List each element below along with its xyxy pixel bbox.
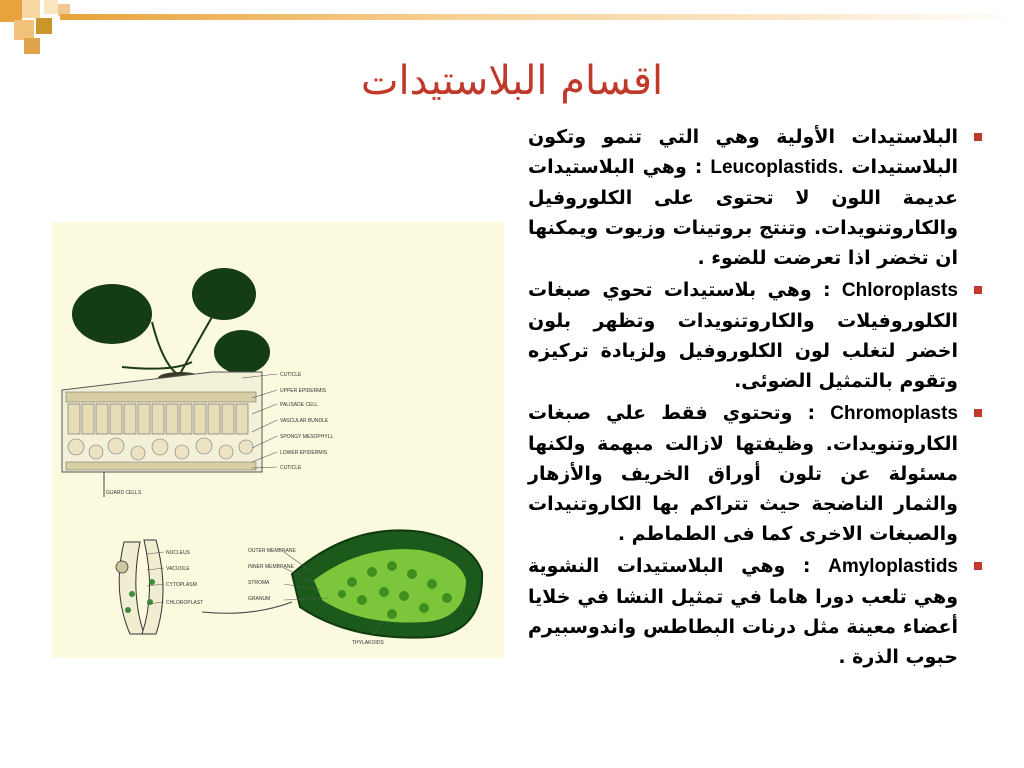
bullet-text: : وهي البلاستيدات النشوية وهي تلعب دورا هاما في تمثيل النشا في خلايا أعضاء معينة مثل درنات البطاطس واندوسبيرم حبوب الذرة .: [528, 555, 958, 668]
bullet-item-chromoplasts: [528, 398, 994, 549]
figure-label: CUTICLE: [280, 465, 302, 471]
corner-decoration-square: [24, 38, 40, 54]
bullet-item-leucoplastids: [528, 122, 994, 273]
bullet-square-icon: [974, 286, 982, 294]
bullet-text-panel: [528, 122, 994, 674]
figure-label: NUCLEUS: [166, 550, 190, 556]
bullet-term: Chloroplasts: [841, 280, 958, 301]
figure-label: LOWER EPIDERMIS: [280, 450, 328, 456]
leaf-cross-section-drawing: [62, 372, 262, 497]
figure-label: CHLOROPLAST: [166, 600, 204, 606]
bullet-item-chloroplasts: [528, 275, 994, 396]
bullet-square-icon: [974, 562, 982, 570]
bullet-square-icon: [974, 133, 982, 141]
figure-label: SPONGY MESOPHYLL: [280, 434, 334, 440]
figure-label: VACUOLE: [166, 566, 190, 572]
figure-label: INNER MEMBRANE: [248, 564, 294, 570]
plant-leaf-chloroplast-illustration: [52, 222, 504, 658]
bullet-text: : وتحتوي فقط علي صبغات الكاروتنويدات. وظيفتها لازالت مبهمة ولكنها مسئولة عن تلون أوراق الخريف والأزهار والثمار الناضجة حيث تتراكم بها الكاروتنيدات والصبغات الاخرى كما فى الطماطم .: [528, 402, 958, 545]
guard-cell-drawing: [116, 540, 163, 634]
figure-label: VASCULAR BUNDLE: [280, 418, 329, 424]
bullet-text: : وهي البلاستيدات عديمة اللون لا تحتوى على الكلوروفيل والكاروتنويدات. وتنتج بروتينات وزيوت ويمكنها ان تخضر اذا تعرضت للضوء .: [528, 156, 958, 269]
figure-label: PALISADE CELL: [280, 402, 318, 408]
chloroplast-drawing: [292, 530, 482, 637]
figure-label: GUARD CELLS: [106, 490, 142, 496]
figure-label: STROMA: [248, 580, 270, 586]
bullet-text: : وهي بلاستيدات تحوي صبغات الكلوروفيلات والكاروتنويدات وتظهر بلون اخضر لتغلب لون الكلوروفيل ولزيادة تركيزه وتقوم بالتمثيل الضوئى.: [528, 279, 958, 392]
bullet-term: Chromoplasts: [830, 403, 958, 424]
bullet-text: البلاستيدات الأولية وهي التي تنمو وتكون البلاستيدات: [528, 126, 958, 178]
bullet-square-icon: [974, 409, 982, 417]
bullet-list: [528, 122, 994, 672]
figure-label: GRANUM: [248, 596, 271, 602]
bullet-term: Leucoplastids.: [710, 157, 844, 178]
figure-label: OUTER MEMBRANE: [248, 548, 296, 554]
corner-decoration-square: [22, 0, 40, 18]
figure-label: UPPER EPIDERMIS: [280, 388, 327, 394]
top-decoration-bar: [60, 14, 1024, 20]
plant-leaves-drawing: [72, 268, 270, 384]
figure-label: THYLAKOIDS: [352, 640, 384, 646]
corner-decoration-square: [14, 20, 34, 40]
bullet-term: Amyloplastids: [828, 556, 958, 577]
corner-decoration-square: [44, 0, 58, 14]
slide-title: اقسام البلاستيدات: [360, 58, 664, 104]
figure-label: CYTOPLASM: [166, 582, 197, 588]
bullet-item-amyloplastids: [528, 551, 994, 672]
corner-decoration-square: [36, 18, 52, 34]
figure-label: CUTICLE: [280, 372, 302, 378]
corner-decoration-square: [0, 0, 22, 22]
